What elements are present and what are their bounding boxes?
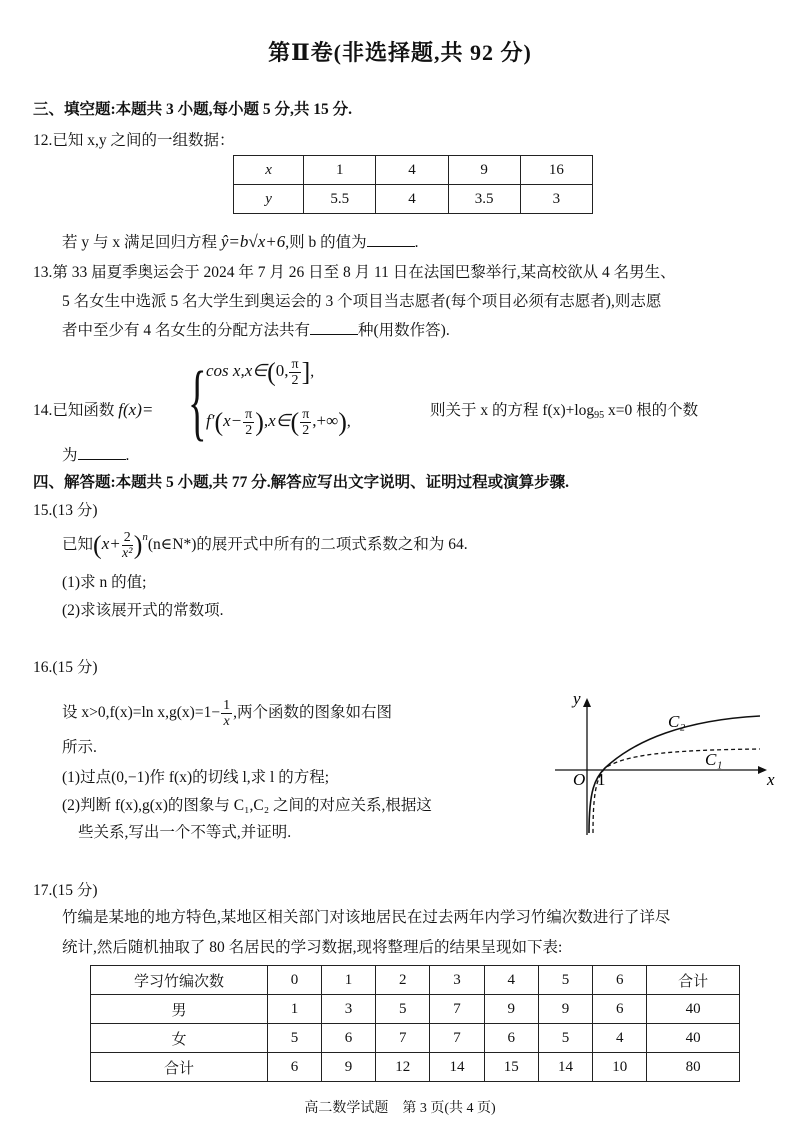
- table-row: [234, 185, 593, 214]
- y-label: y: [573, 690, 581, 708]
- answer-blank[interactable]: [78, 445, 126, 460]
- table-cell: 1: [267, 995, 321, 1024]
- period: .: [414, 234, 419, 251]
- q14-case2: f′(x− $\frac{\pi}{2}$ ),x∈( $\frac{\pi}{2}$ ,+∞),: [206, 406, 351, 438]
- exponent: n: [142, 531, 148, 544]
- case2-text: ,+∞: [312, 411, 339, 430]
- bracket: ]: [301, 357, 311, 387]
- y-arrow-icon: [583, 698, 591, 707]
- x-arrow-icon: [758, 766, 767, 774]
- table-cell: 7: [376, 1024, 430, 1053]
- table-row: [234, 156, 593, 185]
- q15-text: 已知: [62, 536, 94, 554]
- tick-label-1: 1: [597, 770, 606, 789]
- paren: ): [133, 530, 143, 560]
- table-cell: 14: [538, 1053, 592, 1082]
- table-cell: 4: [593, 1024, 647, 1053]
- row-header-cell: 学习竹编次数: [91, 966, 268, 995]
- case2-text: x−: [223, 411, 243, 430]
- numerator: 1: [223, 698, 231, 713]
- q12-text: ,则 b 的值为: [285, 234, 367, 251]
- origin-label: O: [573, 770, 586, 789]
- row-header-cell: 女: [91, 1024, 268, 1053]
- section4-heading: 四、解答题:本题共 5 小题,共 77 分.解答应写出文字说明、证明过程或演算步骤.: [33, 474, 570, 491]
- table-cell: 0: [267, 966, 321, 995]
- c1-label: C₁: [705, 750, 723, 769]
- table-cell: 16: [520, 156, 592, 185]
- q14-lead: [33, 398, 153, 420]
- q14-line2: [62, 443, 129, 465]
- q12-stem: [33, 128, 235, 150]
- table-cell: 80: [647, 1053, 740, 1082]
- q16-line2: 所示.: [62, 739, 97, 756]
- numerator: π: [302, 406, 310, 422]
- q17-table: [90, 965, 740, 1082]
- case1-text: 0,: [275, 361, 289, 380]
- table-cell: 1: [322, 966, 376, 995]
- denominator: 2: [291, 372, 299, 388]
- table-cell: 12: [376, 1053, 430, 1082]
- q16-part1: (1)过点(0,−1)作 f(x)的切线 l,求 l 的方程;: [62, 769, 330, 786]
- q15-part2: (2)求该展开式的常数项.: [62, 602, 224, 619]
- table-cell: 5: [538, 966, 592, 995]
- table-cell: 6: [267, 1053, 321, 1082]
- q17-line1: 竹编是某地的地方特色,某地区相关部门对该地居民在过去两年内学习竹编次数进行了详尽: [62, 909, 671, 926]
- paren: (: [267, 357, 276, 387]
- c2-label: C₂: [668, 712, 686, 731]
- q16-text: 设 x>0,f(x)=ln x,g(x)=1−: [62, 704, 221, 722]
- table-cell: 1: [304, 156, 376, 185]
- answer-blank[interactable]: [310, 320, 358, 335]
- section3-heading: 三、填空题:本题共 3 小题,每小题 5 分,共 15 分.: [33, 101, 353, 118]
- table-row: [91, 966, 740, 995]
- q13-text: 种(用数作答).: [358, 322, 450, 339]
- paren: ): [338, 407, 347, 437]
- q14-text: 已知函数: [52, 402, 119, 419]
- q12-text: 若 y 与 x 满足回归方程: [62, 234, 221, 251]
- q12-table: [233, 155, 593, 214]
- q14-case1: cos x,x∈(0, $\frac{\pi}{2}$ ],: [206, 356, 315, 388]
- q12-number: 12.: [33, 132, 53, 149]
- table-cell: 5: [267, 1024, 321, 1053]
- paren: (: [214, 407, 224, 437]
- table-cell: 合计: [647, 966, 740, 995]
- table-cell: 4: [376, 156, 448, 185]
- table-cell: 3: [322, 995, 376, 1024]
- table-cell: 9: [322, 1053, 376, 1082]
- fraction: [289, 357, 300, 388]
- q15-stem: [62, 530, 468, 561]
- table-cell: 7: [430, 995, 484, 1024]
- table-row: [91, 1053, 740, 1082]
- fraction: [122, 530, 133, 561]
- table-cell: 10: [593, 1053, 647, 1082]
- period: .: [125, 447, 130, 464]
- q16-part2: (2)判断 f(x),g(x)的图象与 C₁,C₂ 之间的对应关系,根据这: [62, 797, 432, 814]
- q16-stem: [62, 698, 392, 729]
- q13-line3: [62, 318, 450, 340]
- table-row: [91, 1024, 740, 1053]
- case2-text: ,x∈: [263, 411, 291, 430]
- denominator: 2: [302, 422, 310, 438]
- fraction: [243, 407, 254, 438]
- table-cell: 5: [538, 1024, 592, 1053]
- q16-text: ,两个函数的图象如右图: [233, 704, 392, 722]
- page-title: 第Ⅱ卷(非选择题,共 92 分): [268, 40, 532, 65]
- paren: (: [290, 407, 300, 437]
- function-graph: [545, 690, 785, 840]
- table-cell: 40: [647, 995, 740, 1024]
- q14-text: 为: [62, 447, 78, 464]
- q15-expr: x+: [101, 534, 121, 554]
- q15-number: 15.(13 分): [33, 502, 98, 519]
- log-base: 95: [594, 410, 605, 421]
- numerator: π: [245, 406, 253, 422]
- table-cell: 7: [430, 1024, 484, 1053]
- table-cell: 15: [484, 1053, 538, 1082]
- table-cell: 5.5: [304, 185, 376, 214]
- table-cell: 14: [430, 1053, 484, 1082]
- paren: ): [255, 407, 264, 437]
- table-cell: 6: [593, 995, 647, 1024]
- table-cell: 40: [647, 1024, 740, 1053]
- fraction: [221, 698, 232, 729]
- x-label: x: [767, 770, 775, 789]
- q13-text: 第 33 届夏季奥运会于 2024 年 7 月 26 日至 8 月 11 日在法国巴黎举行,某高校欲从 4 名男生、: [52, 264, 676, 281]
- table-cell: 9: [484, 995, 538, 1024]
- answer-blank[interactable]: [367, 232, 415, 247]
- q17-line2: 统计,然后随机抽取了 80 名居民的学习数据,现将整理后的结果呈现如下表:: [62, 939, 563, 956]
- q14-text: 则关于 x 的方程 f(x)+log: [430, 402, 595, 419]
- q14-text: x=0 根的个数: [604, 402, 699, 419]
- table-cell: 3: [430, 966, 484, 995]
- q12-text: 已知 x,y 之间的一组数据：: [52, 132, 235, 149]
- brace-icon: {: [188, 353, 207, 449]
- q14-fx: f(x)=: [118, 400, 154, 419]
- row-header-cell: y: [234, 185, 304, 214]
- q13-line2: 5 名女生中选派 5 名大学生到奥运会的 3 个项目当志愿者(每个项目必须有志愿者),则志愿: [62, 293, 662, 310]
- table-cell: 6: [484, 1024, 538, 1053]
- q15-part1: (1)求 n 的值;: [62, 574, 147, 591]
- q13-line1: [33, 260, 676, 282]
- table-cell: 3: [520, 185, 592, 214]
- denominator: x²: [122, 546, 133, 561]
- q12-line2: [62, 230, 419, 252]
- q15-text: (n∈N*)的展开式中所有的二项式系数之和为 64.: [147, 536, 468, 554]
- numerator: 2: [123, 530, 131, 545]
- table-cell: 5: [376, 995, 430, 1024]
- table-cell: 4: [484, 966, 538, 995]
- case2-text: f′: [206, 411, 215, 430]
- regression-equation: ŷ=b√x+6: [220, 232, 286, 251]
- table-cell: 2: [376, 966, 430, 995]
- case1-text: cos x,x∈: [206, 361, 268, 380]
- q14-question: [430, 398, 698, 421]
- row-header-cell: 合计: [91, 1053, 268, 1082]
- denominator: 2: [245, 422, 253, 438]
- denominator: x: [223, 714, 230, 729]
- q17-number: 17.(15 分): [33, 882, 98, 899]
- q16-number: 16.(15 分): [33, 659, 98, 676]
- fraction: [300, 407, 311, 438]
- row-header-cell: x: [234, 156, 304, 185]
- table-cell: 4: [376, 185, 448, 214]
- q13-number: 13.: [33, 264, 53, 281]
- table-cell: 6: [593, 966, 647, 995]
- curve-c2: [589, 716, 760, 833]
- q16-part2-cont: 些关系,写出一个不等式,并证明.: [78, 824, 292, 841]
- table-cell: 6: [322, 1024, 376, 1053]
- table-cell: 9: [448, 156, 520, 185]
- q13-text: 者中至少有 4 名女生的分配方法共有: [62, 322, 311, 339]
- numerator: π: [291, 356, 299, 372]
- page-footer: 高二数学试题 第 3 页(共 4 页): [304, 1101, 496, 1116]
- paren: (: [93, 530, 102, 560]
- table-row: [91, 995, 740, 1024]
- table-cell: 9: [538, 995, 592, 1024]
- row-header-cell: 男: [91, 995, 268, 1024]
- table-cell: 3.5: [448, 185, 520, 214]
- q14-number: 14.: [33, 402, 53, 419]
- curve-c1: [593, 749, 760, 833]
